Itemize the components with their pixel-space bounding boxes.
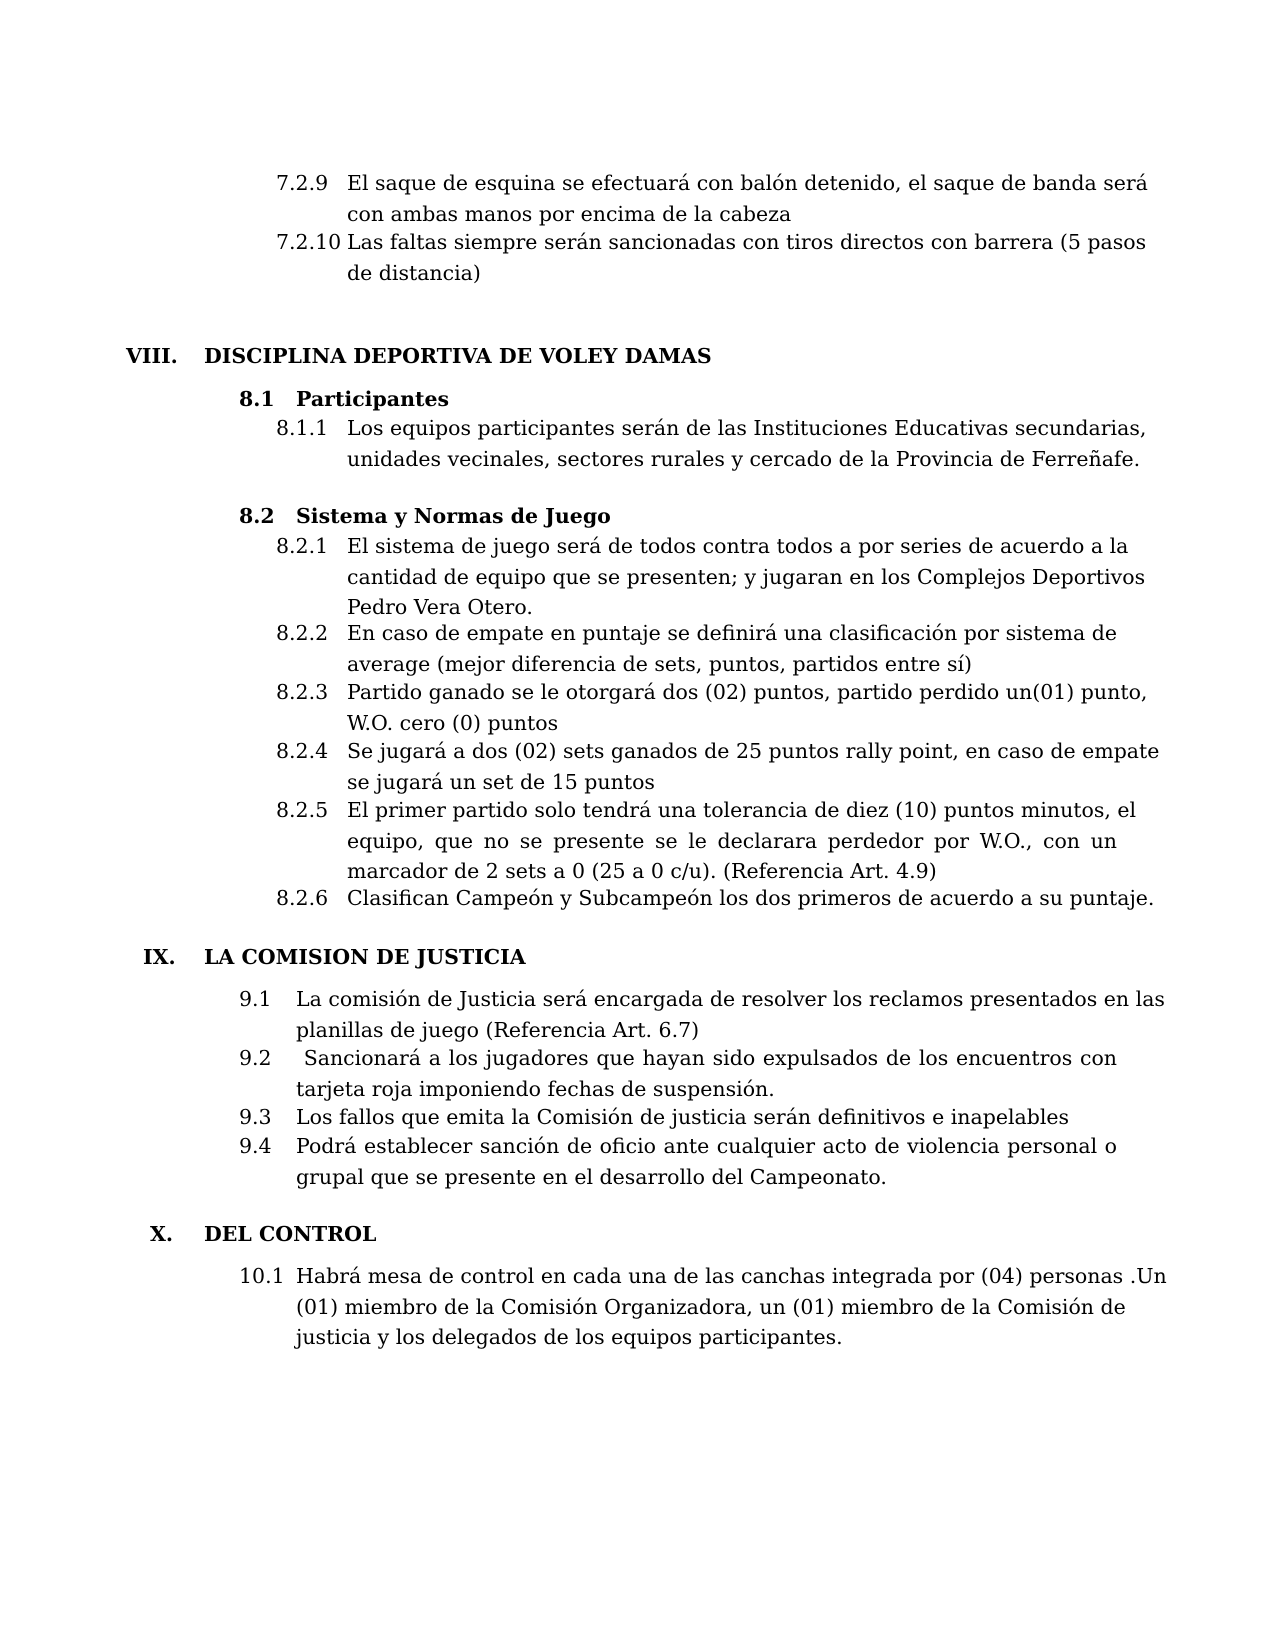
item-number: 7.2.10 xyxy=(276,230,342,254)
item-number: 10.1 xyxy=(239,1264,285,1288)
item-10-1 xyxy=(0,1261,1275,1353)
item-9-4 xyxy=(0,1131,1275,1193)
item-9-2 xyxy=(0,1043,1275,1105)
item-line: con ambas manos por encima de la cabeza xyxy=(347,201,792,226)
section-title: DISCIPLINA DEPORTIVA DE VOLEY DAMAS xyxy=(204,344,712,368)
item-line: (01) miembro de la Comisión Organizadora, un (01) miembro de la Comisión de xyxy=(296,1294,1126,1319)
item-number: 8.1.1 xyxy=(276,416,329,440)
item-number: 9.2 xyxy=(239,1046,272,1070)
item-line: de distancia) xyxy=(347,260,481,285)
item-8-2-2 xyxy=(0,618,1275,680)
subsection-title: Sistema y Normas de Juego xyxy=(296,504,611,528)
item-8-2-1 xyxy=(0,531,1275,621)
item-line: El saque de esquina se efectuará con balón detenido, el saque de banda será xyxy=(347,171,1148,195)
item-line: equipo, que no se presente se le declarara perdedor por W.O., con un xyxy=(347,828,1117,853)
item-8-2-4 xyxy=(0,736,1275,798)
item-line: cantidad de equipo que se presenten; y jugaran en los Complejos Deportivos xyxy=(347,564,1146,589)
item-line: unidades vecinales, sectores rurales y cercado de la Provincia de Ferreñafe. xyxy=(347,446,1141,471)
item-line: marcador de 2 sets a 0 (25 a 0 c/u). (Referencia Art. 4.9) xyxy=(347,859,937,883)
item-number: 9.1 xyxy=(239,987,272,1011)
section-number: VIII. xyxy=(126,344,178,368)
item-8-1-1 xyxy=(0,413,1275,475)
item-line: Podrá establecer sanción de oficio ante cualquier acto de violencia personal o xyxy=(296,1134,1117,1158)
item-line: W.O. cero (0) puntos xyxy=(347,710,559,735)
subsection-number: 8.1 xyxy=(239,387,275,411)
item-line: Clasifican Campeón y Subcampeón los dos primeros de acuerdo a su puntaje. xyxy=(347,886,1155,910)
subsection-number: 8.2 xyxy=(239,504,275,528)
item-line: Los equipos participantes serán de las Instituciones Educativas secundarias, xyxy=(347,416,1147,440)
item-line: tarjeta roja imponiendo fechas de suspensión. xyxy=(296,1076,775,1101)
item-9-3 xyxy=(0,1102,1275,1134)
item-line: se jugará un set de 15 puntos xyxy=(347,769,655,794)
item-line: grupal que se presente en el desarrollo del Campeonato. xyxy=(296,1164,887,1189)
item-line: average (mejor diferencia de sets, puntos, partidos entre sí) xyxy=(347,651,973,676)
item-number: 9.3 xyxy=(239,1105,272,1129)
section-number: IX. xyxy=(143,945,176,969)
item-number: 8.2.2 xyxy=(276,621,329,645)
item-number: 8.2.3 xyxy=(276,680,329,704)
item-line: Las faltas siempre serán sancionadas con tiros directos con barrera (5 pasos xyxy=(347,230,1147,254)
item-line: Los fallos que emita la Comisión de justicia serán definitivos e inapelables xyxy=(296,1105,1070,1129)
item-line: Partido ganado se le otorgará dos (02) puntos, partido perdido un(01) punto, xyxy=(347,680,1148,704)
item-line: El primer partido solo tendrá una tolerancia de diez (10) puntos minutos, el xyxy=(347,798,1137,822)
item-number: 8.2.6 xyxy=(276,886,329,910)
subsection-title: Participantes xyxy=(296,387,450,411)
item-number: 8.2.1 xyxy=(276,534,329,558)
item-line: En caso de empate en puntaje se definirá una clasificación por sistema de xyxy=(347,621,1117,645)
item-line: El sistema de juego será de todos contra todos a por series de acuerdo a la xyxy=(347,534,1129,558)
item-8-2-5 xyxy=(0,795,1275,885)
item-line: Pedro Vera Otero. xyxy=(347,595,533,619)
item-number: 8.2.5 xyxy=(276,798,329,822)
item-7-2-10 xyxy=(0,227,1275,289)
item-line: Se jugará a dos (02) sets ganados de 25 puntos rally point, en caso de empate xyxy=(347,739,1160,763)
item-9-1 xyxy=(0,984,1275,1046)
item-line: planillas de juego (Referencia Art. 6.7) xyxy=(296,1017,700,1042)
item-line: Sancionará a los jugadores que hayan sido expulsados de los encuentros con xyxy=(296,1046,1117,1070)
item-number: 9.4 xyxy=(239,1134,272,1158)
section-title: DEL CONTROL xyxy=(204,1222,377,1246)
item-8-2-3 xyxy=(0,677,1275,739)
item-line: Habrá mesa de control en cada una de las canchas integrada por (04) personas .Un xyxy=(296,1264,1167,1288)
item-7-2-9 xyxy=(0,168,1275,230)
section-title: LA COMISION DE JUSTICIA xyxy=(204,945,526,969)
item-number: 7.2.9 xyxy=(276,171,329,195)
item-number: 8.2.4 xyxy=(276,739,329,763)
item-8-2-6 xyxy=(0,883,1275,915)
item-line: La comisión de Justicia será encargada de resolver los reclamos presentados en las xyxy=(296,987,1165,1011)
section-number: X. xyxy=(150,1222,174,1246)
item-line: justicia y los delegados de los equipos participantes. xyxy=(296,1325,843,1349)
